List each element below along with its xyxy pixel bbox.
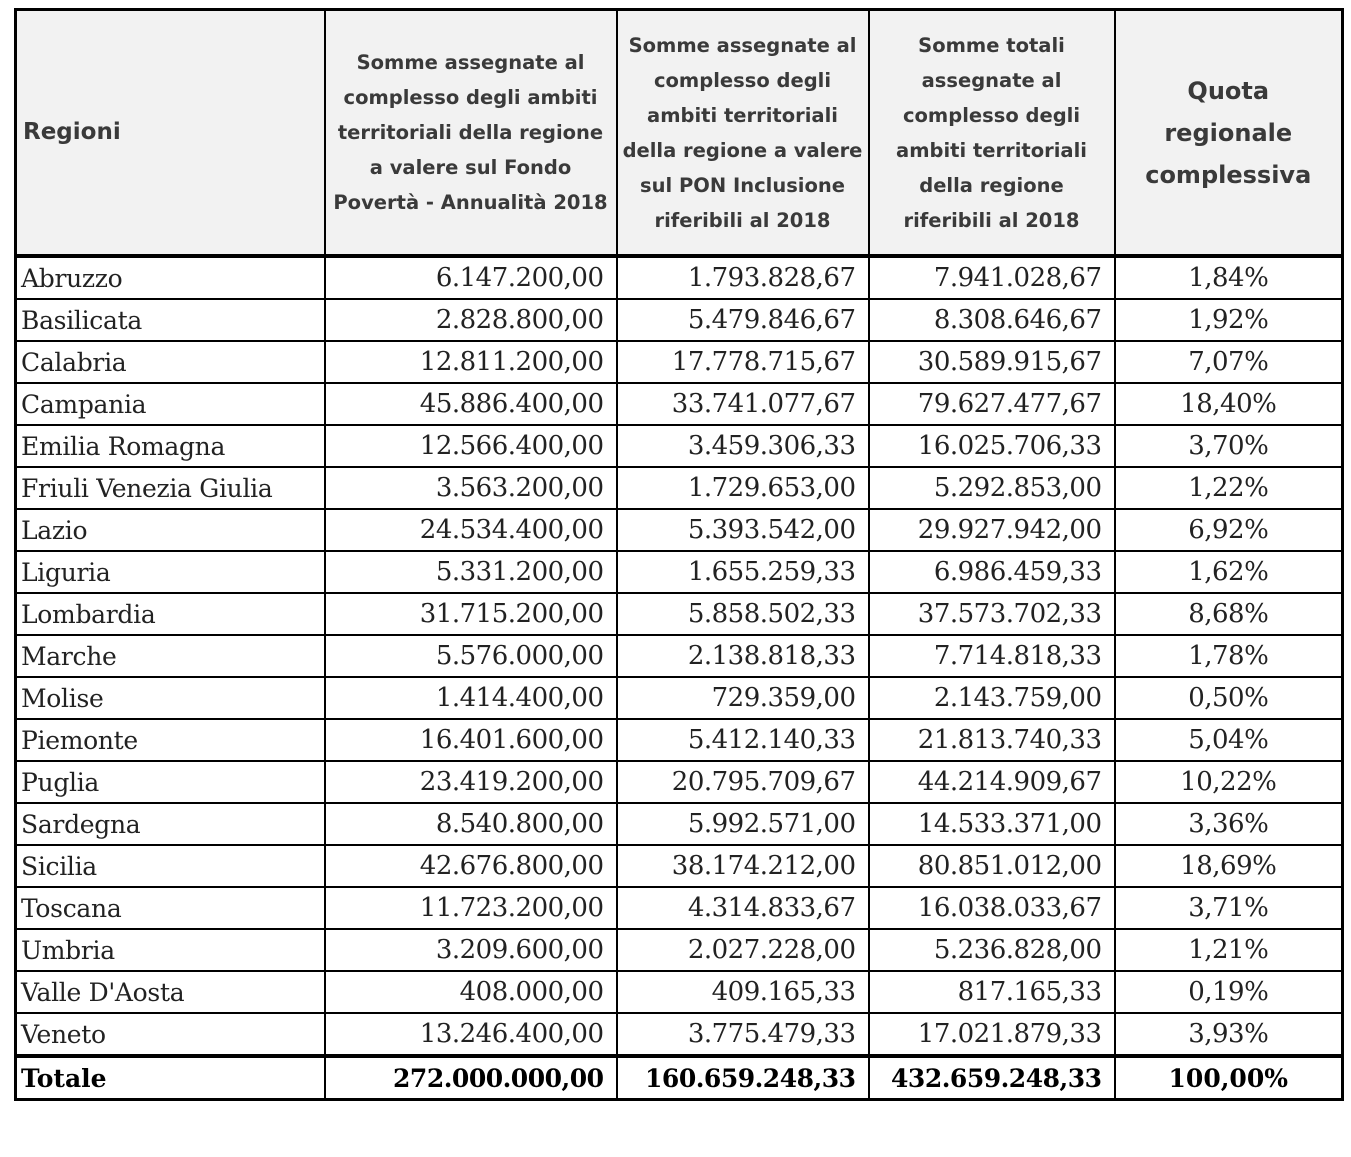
table-row bbox=[16, 929, 1343, 971]
totale-value: 2.143.759,00 bbox=[869, 677, 1115, 719]
fondo-value: 3.563.200,00 bbox=[325, 467, 617, 509]
pon-value: 3.459.306,33 bbox=[617, 425, 869, 467]
quota-value: 8,68% bbox=[1115, 593, 1343, 635]
totale-value: 80.851.012,00 bbox=[869, 845, 1115, 887]
fondo-value: 8.540.800,00 bbox=[325, 803, 617, 845]
region-name: Sicilia bbox=[16, 845, 325, 887]
region-name: Abruzzo bbox=[16, 256, 325, 299]
fondo-value: 1.414.400,00 bbox=[325, 677, 617, 719]
region-name: Emilia Romagna bbox=[16, 425, 325, 467]
fondo-value: 11.723.200,00 bbox=[325, 887, 617, 929]
fondo-value: 2.828.800,00 bbox=[325, 299, 617, 341]
totale-value: 817.165,33 bbox=[869, 971, 1115, 1013]
header-pon bbox=[617, 10, 869, 257]
region-name: Veneto bbox=[16, 1013, 325, 1056]
table-row bbox=[16, 761, 1343, 803]
fondo-value: 45.886.400,00 bbox=[325, 383, 617, 425]
total-totale: 432.659.248,33 bbox=[869, 1056, 1115, 1100]
quota-value: 18,40% bbox=[1115, 383, 1343, 425]
quota-value: 1,84% bbox=[1115, 256, 1343, 299]
region-name: Piemonte bbox=[16, 719, 325, 761]
allocation-table bbox=[14, 8, 1344, 1101]
totale-value: 44.214.909,67 bbox=[869, 761, 1115, 803]
region-name: Calabria bbox=[16, 341, 325, 383]
table-row bbox=[16, 467, 1343, 509]
quota-value: 6,92% bbox=[1115, 509, 1343, 551]
total-pon: 160.659.248,33 bbox=[617, 1056, 869, 1100]
table-row bbox=[16, 803, 1343, 845]
fondo-value: 408.000,00 bbox=[325, 971, 617, 1013]
pon-value: 1.793.828,67 bbox=[617, 256, 869, 299]
totale-value: 16.038.033,67 bbox=[869, 887, 1115, 929]
region-name: Umbria bbox=[16, 929, 325, 971]
fondo-value: 6.147.200,00 bbox=[325, 256, 617, 299]
pon-value: 2.138.818,33 bbox=[617, 635, 869, 677]
fondo-value: 31.715.200,00 bbox=[325, 593, 617, 635]
quota-value: 1,62% bbox=[1115, 551, 1343, 593]
table-row bbox=[16, 971, 1343, 1013]
pon-value: 3.775.479,33 bbox=[617, 1013, 869, 1056]
pon-value: 1.655.259,33 bbox=[617, 551, 869, 593]
table-row bbox=[16, 635, 1343, 677]
header-quota-text: Quota regionale complessiva bbox=[1145, 76, 1312, 189]
quota-value: 0,19% bbox=[1115, 971, 1343, 1013]
region-name: Puglia bbox=[16, 761, 325, 803]
header-totali-text: Somme totali assegnate al complesso degli ambiti territoriali della regione riferibili al 2018 bbox=[896, 33, 1087, 232]
region-name: Sardegna bbox=[16, 803, 325, 845]
fondo-value: 12.811.200,00 bbox=[325, 341, 617, 383]
quota-value: 3,71% bbox=[1115, 887, 1343, 929]
header-fondo-text: Somme assegnate al complesso degli ambiti territoriali della regione a valere sul Fondo Povertà - Annualità 2018 bbox=[333, 51, 608, 214]
pon-value: 5.393.542,00 bbox=[617, 509, 869, 551]
quota-value: 5,04% bbox=[1115, 719, 1343, 761]
header-totali bbox=[869, 10, 1115, 257]
totale-value: 14.533.371,00 bbox=[869, 803, 1115, 845]
total-label: Totale bbox=[16, 1056, 325, 1100]
quota-value: 1,92% bbox=[1115, 299, 1343, 341]
pon-value: 5.479.846,67 bbox=[617, 299, 869, 341]
header-fondo bbox=[325, 10, 617, 257]
fondo-value: 24.534.400,00 bbox=[325, 509, 617, 551]
header-row bbox=[16, 10, 1343, 257]
pon-value: 33.741.077,67 bbox=[617, 383, 869, 425]
totale-value: 17.021.879,33 bbox=[869, 1013, 1115, 1056]
pon-value: 2.027.228,00 bbox=[617, 929, 869, 971]
table-row bbox=[16, 677, 1343, 719]
totale-value: 6.986.459,33 bbox=[869, 551, 1115, 593]
header-regioni: Regioni bbox=[16, 10, 325, 257]
table-row bbox=[16, 845, 1343, 887]
fondo-value: 13.246.400,00 bbox=[325, 1013, 617, 1056]
header-quota bbox=[1115, 10, 1343, 257]
table-row bbox=[16, 593, 1343, 635]
pon-value: 5.858.502,33 bbox=[617, 593, 869, 635]
pon-value: 1.729.653,00 bbox=[617, 467, 869, 509]
pon-value: 20.795.709,67 bbox=[617, 761, 869, 803]
quota-value: 18,69% bbox=[1115, 845, 1343, 887]
fondo-value: 16.401.600,00 bbox=[325, 719, 617, 761]
totale-value: 29.927.942,00 bbox=[869, 509, 1115, 551]
totale-value: 5.292.853,00 bbox=[869, 467, 1115, 509]
quota-value: 1,78% bbox=[1115, 635, 1343, 677]
table-row bbox=[16, 887, 1343, 929]
totale-value: 79.627.477,67 bbox=[869, 383, 1115, 425]
region-name: Molise bbox=[16, 677, 325, 719]
region-name: Lombardia bbox=[16, 593, 325, 635]
region-name: Campania bbox=[16, 383, 325, 425]
totale-value: 7.941.028,67 bbox=[869, 256, 1115, 299]
totale-value: 7.714.818,33 bbox=[869, 635, 1115, 677]
header-pon-text: Somme assegnate al complesso degli ambiti territoriali della regione a valere sul PON Inclusione riferibili al 2018 bbox=[622, 33, 863, 232]
pon-value: 38.174.212,00 bbox=[617, 845, 869, 887]
table-row bbox=[16, 1013, 1343, 1056]
quota-value: 1,21% bbox=[1115, 929, 1343, 971]
table-row bbox=[16, 341, 1343, 383]
total-fondo: 272.000.000,00 bbox=[325, 1056, 617, 1100]
table-row bbox=[16, 256, 1343, 299]
region-name: Friuli Venezia Giulia bbox=[16, 467, 325, 509]
region-name: Valle D'Aosta bbox=[16, 971, 325, 1013]
fondo-value: 23.419.200,00 bbox=[325, 761, 617, 803]
quota-value: 10,22% bbox=[1115, 761, 1343, 803]
pon-value: 17.778.715,67 bbox=[617, 341, 869, 383]
region-name: Marche bbox=[16, 635, 325, 677]
table-row bbox=[16, 425, 1343, 467]
totale-value: 8.308.646,67 bbox=[869, 299, 1115, 341]
totale-value: 16.025.706,33 bbox=[869, 425, 1115, 467]
pon-value: 5.992.571,00 bbox=[617, 803, 869, 845]
quota-value: 7,07% bbox=[1115, 341, 1343, 383]
totale-value: 21.813.740,33 bbox=[869, 719, 1115, 761]
fondo-value: 12.566.400,00 bbox=[325, 425, 617, 467]
table-row bbox=[16, 551, 1343, 593]
pon-value: 409.165,33 bbox=[617, 971, 869, 1013]
quota-value: 3,70% bbox=[1115, 425, 1343, 467]
pon-value: 4.314.833,67 bbox=[617, 887, 869, 929]
region-name: Liguria bbox=[16, 551, 325, 593]
quota-value: 3,36% bbox=[1115, 803, 1343, 845]
table-row bbox=[16, 719, 1343, 761]
fondo-value: 5.331.200,00 bbox=[325, 551, 617, 593]
quota-value: 3,93% bbox=[1115, 1013, 1343, 1056]
pon-value: 729.359,00 bbox=[617, 677, 869, 719]
table-body bbox=[16, 256, 1343, 1056]
total-row bbox=[16, 1056, 1343, 1100]
table-row bbox=[16, 299, 1343, 341]
table-row bbox=[16, 383, 1343, 425]
totale-value: 30.589.915,67 bbox=[869, 341, 1115, 383]
fondo-value: 42.676.800,00 bbox=[325, 845, 617, 887]
region-name: Basilicata bbox=[16, 299, 325, 341]
quota-value: 1,22% bbox=[1115, 467, 1343, 509]
fondo-value: 3.209.600,00 bbox=[325, 929, 617, 971]
region-name: Toscana bbox=[16, 887, 325, 929]
table-row bbox=[16, 509, 1343, 551]
totale-value: 37.573.702,33 bbox=[869, 593, 1115, 635]
fondo-value: 5.576.000,00 bbox=[325, 635, 617, 677]
quota-value: 0,50% bbox=[1115, 677, 1343, 719]
totale-value: 5.236.828,00 bbox=[869, 929, 1115, 971]
pon-value: 5.412.140,33 bbox=[617, 719, 869, 761]
region-name: Lazio bbox=[16, 509, 325, 551]
total-quota: 100,00% bbox=[1115, 1056, 1343, 1100]
